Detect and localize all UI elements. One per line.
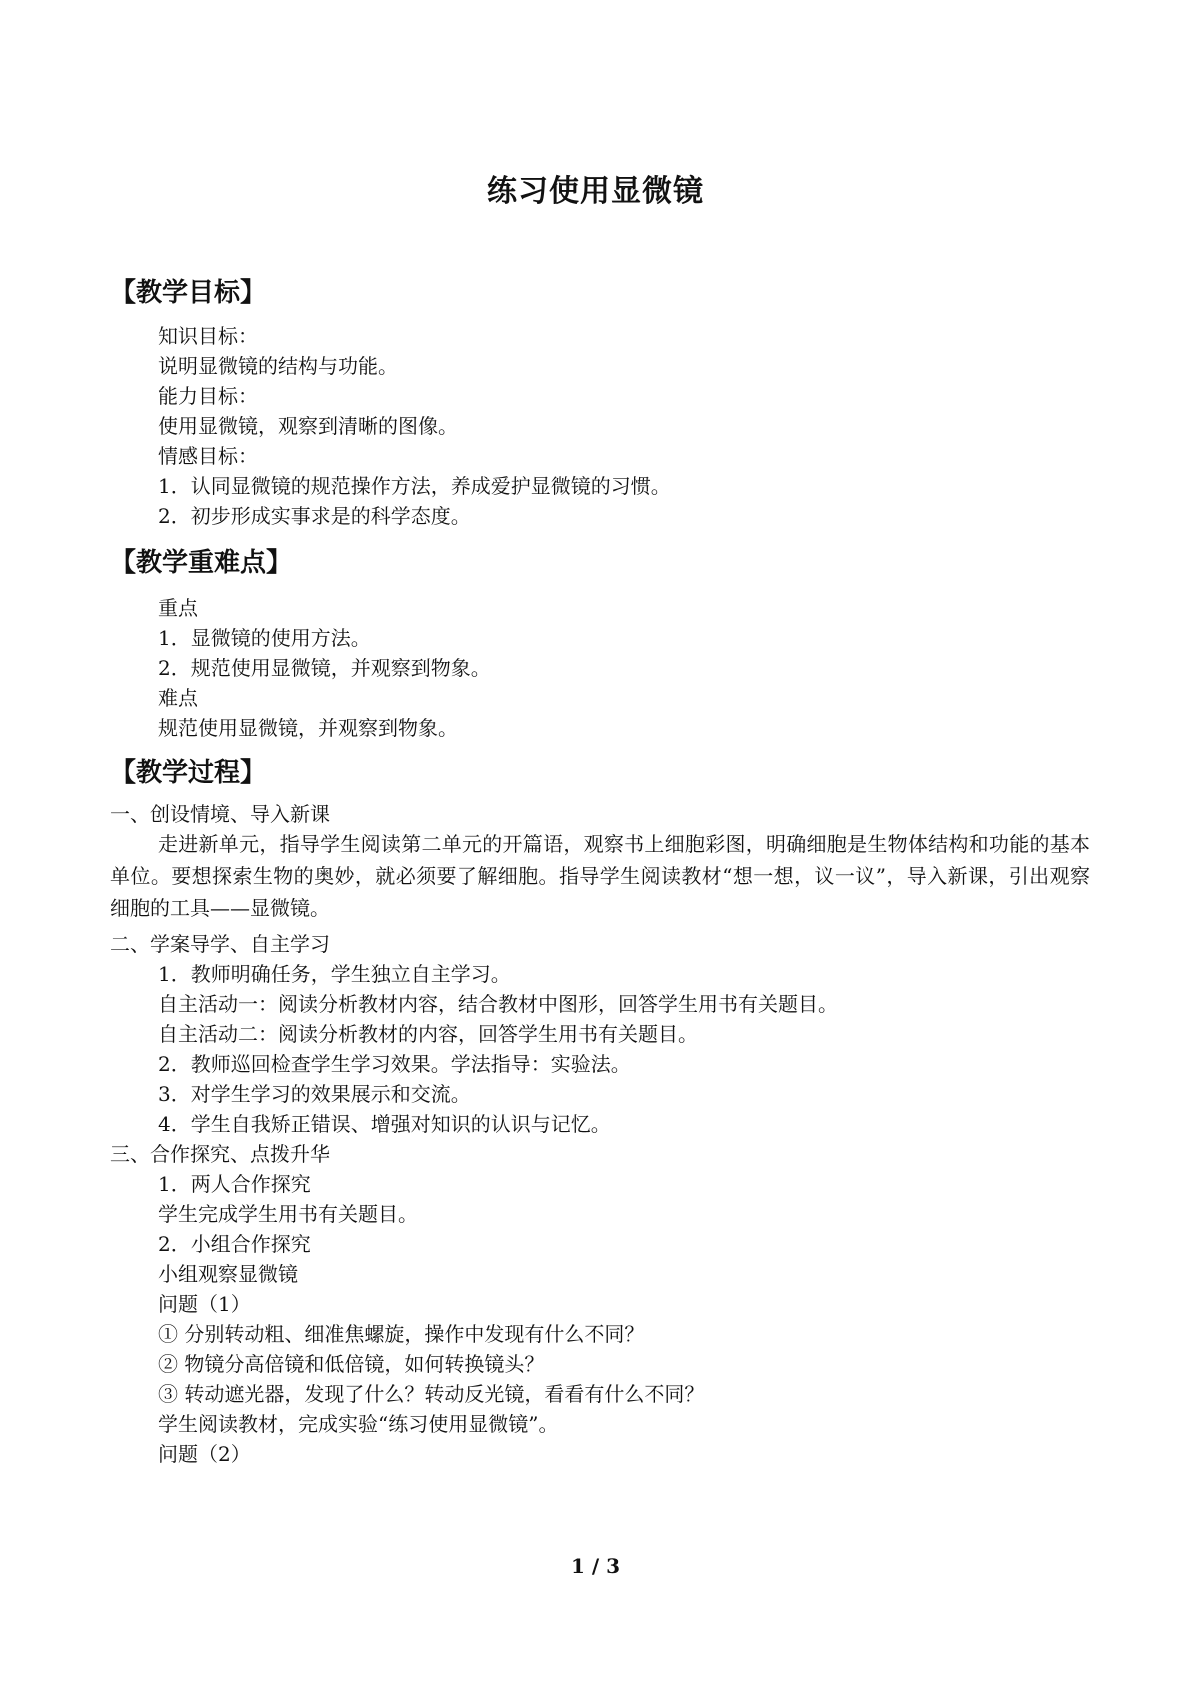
objective-line: 2．初步形成实事求是的科学态度。 [158,504,471,528]
process-line: 问题（2） [158,1442,251,1466]
objective-line: 使用显微镜，观察到清晰的图像。 [158,414,458,438]
process-line: ③ 转动遮光器，发现了什么？转动反光镜，看看有什么不同？ [158,1382,705,1406]
process-line: 2．教师巡回检查学生学习效果。学法指导：实验法。 [158,1052,631,1076]
process-line: 4．学生自我矫正错误、增强对知识的认识与记忆。 [158,1112,611,1136]
objective-line: 1．认同显微镜的规范操作方法，养成爱护显微镜的习惯。 [158,474,671,498]
section-heading-key-points: 【教学重难点】 [110,548,293,578]
page-title: 练习使用显微镜 [487,174,704,209]
section-heading-objectives: 【教学目标】 [110,278,267,308]
process-line: 1．教师明确任务，学生独立自主学习。 [158,962,511,986]
key-point-line: 2．规范使用显微镜，并观察到物象。 [158,656,491,680]
process-line: 1．两人合作探究 [158,1172,311,1196]
key-point-line: 规范使用显微镜，并观察到物象。 [158,716,458,740]
process-step-title: 三、合作探究、点拨升华 [110,1142,330,1166]
objective-line: 能力目标： [158,384,258,408]
process-line: 小组观察显微镜 [158,1262,298,1286]
process-line: ② 物镜分高倍镜和低倍镜，如何转换镜头？ [158,1352,545,1376]
page-number: 1 / 3 [570,1554,621,1578]
process-line: 问题（1） [158,1292,251,1316]
process-line: 自主活动一：阅读分析教材内容，结合教材中图形，回答学生用书有关题目。 [158,992,838,1016]
process-line: 3．对学生学习的效果展示和交流。 [158,1082,471,1106]
process-line: ① 分别转动粗、细准焦螺旋，操作中发现有什么不同？ [158,1322,645,1346]
process-line: 自主活动二：阅读分析教材的内容，回答学生用书有关题目。 [158,1022,698,1046]
key-point-line: 难点 [158,686,198,710]
objective-line: 知识目标： [158,324,258,348]
section-heading-process: 【教学过程】 [110,758,267,788]
key-point-line: 重点 [158,596,198,620]
process-step-title: 二、学案导学、自主学习 [110,932,330,956]
objective-line: 情感目标： [158,444,258,468]
process-step-title: 一、创设情境、导入新课 [110,802,330,826]
process-line: 2．小组合作探究 [158,1232,311,1256]
process-step-paragraph: 走进新单元，指导学生阅读第二单元的开篇语，观察书上细胞彩图，明确细胞是生物体结构和功能的基本单位。要想探索生物的奥妙，就必须要了解细胞。指导学生阅读教材“想一想，议一议”，导入新课，引出观察细胞的工具——显微镜。 [110,832,1090,920]
objective-line: 说明显微镜的结构与功能。 [158,354,398,378]
key-point-line: 1．显微镜的使用方法。 [158,626,371,650]
process-line: 学生阅读教材，完成实验“练习使用显微镜”。 [158,1412,559,1436]
process-line: 学生完成学生用书有关题目。 [158,1202,418,1226]
